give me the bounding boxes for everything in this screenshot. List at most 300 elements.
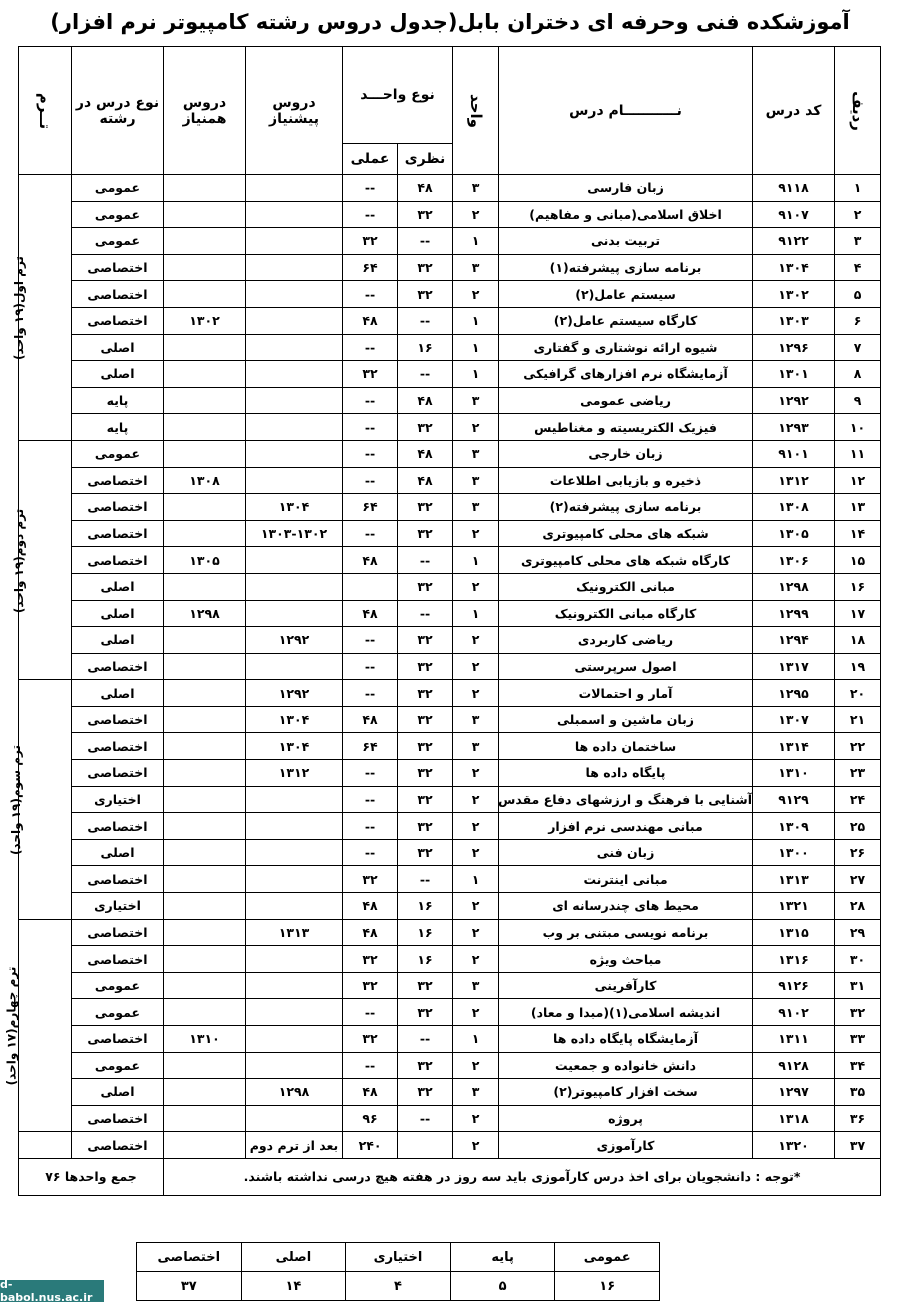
cell-nazari: ۳۲ [398, 627, 453, 654]
cell-name: پروژه [499, 1105, 753, 1132]
cell-name: ریاضی عمومی [499, 387, 753, 414]
cell-vahed: ۲ [453, 786, 499, 813]
cell-nazari: ۱۶ [398, 946, 453, 973]
cell-amali: -- [343, 786, 398, 813]
cell-vahed: ۲ [453, 1105, 499, 1132]
cell-type: اختیاری [72, 893, 164, 920]
cell-name: کارآموزی [499, 1132, 753, 1159]
cell-ham [164, 201, 246, 228]
course-rows [4, 175, 881, 1196]
cell-name: شبکه های محلی کامپیوتری [499, 520, 753, 547]
table-row [19, 999, 881, 1026]
cell-amali: ۴۸ [343, 600, 398, 627]
cell-nazari: ۳۲ [398, 1079, 453, 1106]
cell-amali: -- [343, 680, 398, 707]
cell-radif: ۲۷ [835, 866, 881, 893]
cell-type: اختصاصی [72, 653, 164, 680]
cell-type: اصلی [72, 627, 164, 654]
cell-ham: ۱۳۰۲ [164, 307, 246, 334]
cell-amali: ۳۲ [343, 228, 398, 255]
cell-code: ۱۳۱۷ [753, 653, 835, 680]
cell-name: پایگاه داده ها [499, 760, 753, 787]
cell-name: آزمایشگاه نرم افزارهای گرافیکی [499, 361, 753, 388]
cell-nazari: ۳۲ [398, 760, 453, 787]
cell-amali: -- [343, 999, 398, 1026]
cell-ham [164, 627, 246, 654]
table-row [19, 893, 881, 920]
cell-radif: ۲۵ [835, 813, 881, 840]
cell-name: برنامه سازی پیشرفته(۲) [499, 494, 753, 521]
cell-pish [246, 361, 343, 388]
cell-pish [246, 972, 343, 999]
cell-nazari: ۳۲ [398, 414, 453, 441]
cell-radif: ۱۱ [835, 440, 881, 467]
table-row [19, 573, 881, 600]
summary-label: اختصاصی [137, 1243, 242, 1272]
cell-amali: -- [343, 467, 398, 494]
cell-radif: ۲۴ [835, 786, 881, 813]
cell-type: اصلی [72, 1079, 164, 1106]
cell-code: ۹۱۲۲ [753, 228, 835, 255]
cell-pish [246, 440, 343, 467]
summary-label: اختیاری [346, 1243, 451, 1272]
cell-radif: ۱۵ [835, 547, 881, 574]
cell-radif: ۱۳ [835, 494, 881, 521]
cell-type: اختیاری [72, 786, 164, 813]
cell-name: سخت افزار کامپیوتر(۲) [499, 1079, 753, 1106]
table-row [19, 361, 881, 388]
cell-nazari: ۳۲ [398, 201, 453, 228]
cell-ham [164, 414, 246, 441]
cell-type: اختصاصی [72, 1132, 164, 1159]
table-row [19, 547, 881, 574]
cell-radif: ۲۱ [835, 706, 881, 733]
cell-ham [164, 1105, 246, 1132]
table-row [19, 786, 881, 813]
cell-vahed: ۱ [453, 866, 499, 893]
cell-code: ۱۳۰۶ [753, 547, 835, 574]
table-row [19, 387, 881, 414]
table-row [19, 680, 881, 707]
cell-pish: ۱۲۹۲ [246, 680, 343, 707]
cell-nazari: -- [398, 228, 453, 255]
table-row [19, 972, 881, 999]
cell-type: عمومی [72, 228, 164, 255]
cell-type: اختصاصی [72, 281, 164, 308]
cell-type: اختصاصی [72, 760, 164, 787]
cell-nazari: ۱۶ [398, 919, 453, 946]
cell-radif: ۲۶ [835, 839, 881, 866]
cell-amali [343, 573, 398, 600]
cell-vahed: ۲ [453, 201, 499, 228]
cell-type: عمومی [72, 972, 164, 999]
table-row [19, 733, 881, 760]
cell-amali: -- [343, 653, 398, 680]
cell-ham: ۱۳۰۸ [164, 467, 246, 494]
cell-ham [164, 440, 246, 467]
cell-nazari: -- [398, 1026, 453, 1053]
cell-amali: -- [343, 1052, 398, 1079]
cell-amali: ۴۸ [343, 307, 398, 334]
cell-radif: ۳۴ [835, 1052, 881, 1079]
table-row [19, 494, 881, 521]
cell-vahed: ۱ [453, 361, 499, 388]
cell-pish [246, 813, 343, 840]
summary-value: ۱۶ [555, 1272, 660, 1301]
header-name: نـــــــــــام درس [499, 47, 753, 175]
cell-ham [164, 175, 246, 202]
cell-ham: ۱۲۹۸ [164, 600, 246, 627]
table-row [19, 839, 881, 866]
cell-amali: ۳۲ [343, 866, 398, 893]
cell-vahed: ۲ [453, 893, 499, 920]
cell-amali: -- [343, 760, 398, 787]
cell-code: ۱۳۰۵ [753, 520, 835, 547]
cell-code: ۱۳۲۱ [753, 893, 835, 920]
cell-vahed: ۲ [453, 999, 499, 1026]
cell-type: اختصاصی [72, 520, 164, 547]
cell-type: اصلی [72, 680, 164, 707]
cell-ham [164, 733, 246, 760]
cell-name: شیوه ارائه نوشتاری و گفتاری [499, 334, 753, 361]
cell-nazari: -- [398, 1105, 453, 1132]
cell-code: ۱۳۰۴ [753, 254, 835, 281]
cell-name: زبان ماشین و اسمبلی [499, 706, 753, 733]
cell-radif: ۶ [835, 307, 881, 334]
cell-radif: ۱۶ [835, 573, 881, 600]
cell-amali: ۳۲ [343, 972, 398, 999]
cell-type: اختصاصی [72, 813, 164, 840]
cell-name: آمار و احتمالات [499, 680, 753, 707]
note-row [19, 1158, 881, 1195]
cell-vahed: ۲ [453, 946, 499, 973]
cell-code: ۱۳۲۰ [753, 1132, 835, 1159]
cell-nazari: ۴۸ [398, 440, 453, 467]
table-row [19, 254, 881, 281]
cell-pish: ۱۳۱۲ [246, 760, 343, 787]
cell-nazari: -- [398, 307, 453, 334]
cell-ham: ۱۳۱۰ [164, 1026, 246, 1053]
cell-code: ۱۳۱۸ [753, 1105, 835, 1132]
cell-nazari: ۳۲ [398, 573, 453, 600]
cell-pish [246, 866, 343, 893]
cell-nazari: ۳۲ [398, 680, 453, 707]
cell-name: مبانی الکترونیک [499, 573, 753, 600]
cell-pish [246, 334, 343, 361]
cell-vahed: ۲ [453, 653, 499, 680]
cell-amali: ۳۲ [343, 946, 398, 973]
cell-type: عمومی [72, 999, 164, 1026]
cell-nazari: ۳۲ [398, 1052, 453, 1079]
cell-name: اخلاق اسلامی(مبانی و مفاهیم) [499, 201, 753, 228]
cell-pish [246, 1105, 343, 1132]
cell-code: ۱۳۰۲ [753, 281, 835, 308]
cell-type: اختصاصی [72, 919, 164, 946]
cell-code: ۹۱۰۱ [753, 440, 835, 467]
cell-nazari: ۴۸ [398, 387, 453, 414]
total-units: جمع واحدها ۷۶ [19, 1158, 164, 1195]
cell-pish [246, 254, 343, 281]
header-nazari: نظری [398, 144, 453, 175]
cell-type: پایه [72, 387, 164, 414]
cell-nazari [398, 1132, 453, 1159]
cell-ham [164, 254, 246, 281]
cell-name: آشنایی با فرهنگ و ارزشهای دفاع مقدس [499, 786, 753, 813]
cell-amali: ۴۸ [343, 547, 398, 574]
cell-name: زبان فارسی [499, 175, 753, 202]
cell-code: ۱۲۹۸ [753, 573, 835, 600]
cell-radif: ۱۰ [835, 414, 881, 441]
table-row [19, 1079, 881, 1106]
cell-nazari: -- [398, 866, 453, 893]
cell-code: ۱۲۹۴ [753, 627, 835, 654]
cell-nazari: ۳۲ [398, 839, 453, 866]
cell-ham [164, 813, 246, 840]
cell-code: ۱۲۹۵ [753, 680, 835, 707]
cell-type: عمومی [72, 201, 164, 228]
cell-amali: -- [343, 387, 398, 414]
cell-type: اختصاصی [72, 254, 164, 281]
summary-table [136, 1242, 660, 1301]
summary-value: ۴ [346, 1272, 451, 1301]
cell-vahed: ۳ [453, 494, 499, 521]
cell-vahed: ۳ [453, 706, 499, 733]
table-row [19, 600, 881, 627]
cell-nazari: ۴۸ [398, 467, 453, 494]
cell-amali: ۶۴ [343, 254, 398, 281]
cell-amali: -- [343, 201, 398, 228]
cell-ham [164, 361, 246, 388]
cell-code: ۹۱۰۲ [753, 999, 835, 1026]
page-title: آموزشکده فنی وحرفه ای دختران بابل(جدول دروس رشته کامپیوتر نرم افزار) [50, 10, 850, 34]
cell-radif: ۲۰ [835, 680, 881, 707]
cell-nazari: ۳۲ [398, 813, 453, 840]
table-row [19, 228, 881, 255]
cell-amali: -- [343, 813, 398, 840]
cell-radif: ۵ [835, 281, 881, 308]
cell-amali: ۴۸ [343, 1079, 398, 1106]
summary-label: اصلی [241, 1243, 346, 1272]
cell-vahed: ۲ [453, 919, 499, 946]
cell-pish [246, 414, 343, 441]
cell-code: ۹۱۱۸ [753, 175, 835, 202]
cell-amali: -- [343, 334, 398, 361]
cell-amali: ۳۲ [343, 1026, 398, 1053]
cell-name: مباحث ویژه [499, 946, 753, 973]
cell-pish [246, 547, 343, 574]
cell-radif: ۱۸ [835, 627, 881, 654]
cell-ham [164, 946, 246, 973]
cell-type: عمومی [72, 440, 164, 467]
cell-ham [164, 1052, 246, 1079]
cell-nazari: ۴۸ [398, 175, 453, 202]
cell-type: اختصاصی [72, 307, 164, 334]
summary-value: ۱۴ [241, 1272, 346, 1301]
cell-name: مبانی اینترنت [499, 866, 753, 893]
term-label: ترم چهارم(۱۷ واحد) [19, 919, 72, 1132]
summary-value: ۳۷ [137, 1272, 242, 1301]
table-row [19, 653, 881, 680]
cell-pish: ۱۲۹۲ [246, 627, 343, 654]
cell-code: ۹۱۲۹ [753, 786, 835, 813]
cell-radif: ۹ [835, 387, 881, 414]
cell-pish [246, 387, 343, 414]
cell-type: اصلی [72, 334, 164, 361]
header-hamniaz: دروس همنیاز [164, 47, 246, 175]
cell-name: فیزیک الکتریسیته و مغناطیس [499, 414, 753, 441]
cell-pish [246, 228, 343, 255]
cell-ham [164, 573, 246, 600]
cell-vahed: ۲ [453, 627, 499, 654]
table-row [19, 760, 881, 787]
cell-nazari: -- [398, 600, 453, 627]
cell-vahed: ۲ [453, 839, 499, 866]
header-noe-vahed: نوع واحـــد [343, 47, 453, 144]
cell-pish: ۱۳۰۴ [246, 494, 343, 521]
cell-pish: ۱۳۰۳-۱۳۰۲ [246, 520, 343, 547]
cell-ham [164, 653, 246, 680]
cell-name: کارگاه شبکه های محلی کامپیوتری [499, 547, 753, 574]
cell-name: مبانی مهندسی نرم افزار [499, 813, 753, 840]
cell-type: اصلی [72, 600, 164, 627]
cell-amali: ۴۸ [343, 919, 398, 946]
cell-pish: بعد از ترم دوم [246, 1132, 343, 1159]
cell-nazari: ۳۲ [398, 254, 453, 281]
cell-radif: ۳۶ [835, 1105, 881, 1132]
cell-amali: ۶۴ [343, 494, 398, 521]
cell-type: پایه [72, 414, 164, 441]
cell-nazari: ۳۲ [398, 494, 453, 521]
cell-radif: ۱۴ [835, 520, 881, 547]
term-label: ترم دوم(۱۹ واحد) [19, 440, 72, 679]
cell-name: ریاضی کاربردی [499, 627, 753, 654]
cell-vahed: ۲ [453, 813, 499, 840]
cell-ham [164, 839, 246, 866]
cell-vahed: ۱ [453, 228, 499, 255]
cell-vahed: ۱ [453, 600, 499, 627]
cell-type: اختصاصی [72, 547, 164, 574]
cell-nazari: ۳۲ [398, 972, 453, 999]
cell-vahed: ۳ [453, 467, 499, 494]
cell-name: برنامه سازی پیشرفته(۱) [499, 254, 753, 281]
cell-type: عمومی [72, 1052, 164, 1079]
table-row [19, 175, 881, 202]
cell-nazari: ۳۲ [398, 281, 453, 308]
cell-ham [164, 387, 246, 414]
cell-vahed: ۲ [453, 414, 499, 441]
cell-code: ۹۱۰۷ [753, 201, 835, 228]
cell-name: ساختمان داده ها [499, 733, 753, 760]
cell-amali: -- [343, 627, 398, 654]
cell-code: ۱۲۹۹ [753, 600, 835, 627]
table-row [19, 467, 881, 494]
cell-radif: ۱۲ [835, 467, 881, 494]
cell-nazari: ۳۲ [398, 520, 453, 547]
header-term: تــرم [19, 47, 72, 175]
cell-code: ۱۳۱۰ [753, 760, 835, 787]
cell-pish [246, 467, 343, 494]
cell-pish [246, 839, 343, 866]
footer-url[interactable]: d-babol.nus.ac.ir [0, 1280, 104, 1302]
summary-value: ۵ [450, 1272, 555, 1301]
cell-amali: -- [343, 839, 398, 866]
cell-pish [246, 201, 343, 228]
cell-amali: -- [343, 175, 398, 202]
cell-radif: ۱ [835, 175, 881, 202]
cell-ham [164, 786, 246, 813]
cell-ham [164, 281, 246, 308]
cell-type: اصلی [72, 573, 164, 600]
cell-code: ۱۳۰۱ [753, 361, 835, 388]
cell-radif: ۳۲ [835, 999, 881, 1026]
cell-ham [164, 893, 246, 920]
cell-vahed: ۳ [453, 175, 499, 202]
cell-type: اختصاصی [72, 467, 164, 494]
cell-vahed: ۳ [453, 254, 499, 281]
cell-vahed: ۳ [453, 1079, 499, 1106]
cell-ham [164, 520, 246, 547]
cell-vahed: ۲ [453, 680, 499, 707]
cell-code: ۹۱۲۸ [753, 1052, 835, 1079]
cell-name: کارگاه مبانی الکترونیک [499, 600, 753, 627]
table-row [19, 1026, 881, 1053]
cell-code: ۱۳۰۸ [753, 494, 835, 521]
header-code: کد درس [753, 47, 835, 175]
cell-pish [246, 893, 343, 920]
cell-pish [246, 786, 343, 813]
cell-name: زبان خارجی [499, 440, 753, 467]
cell-nazari: ۱۶ [398, 334, 453, 361]
cell-nazari: ۳۲ [398, 786, 453, 813]
cell-pish [246, 653, 343, 680]
cell-code: ۱۳۰۳ [753, 307, 835, 334]
cell-radif: ۲۹ [835, 919, 881, 946]
cell-ham [164, 494, 246, 521]
cell-ham: ۱۳۰۵ [164, 547, 246, 574]
cell-radif: ۱۹ [835, 653, 881, 680]
cell-type: اختصاصی [72, 946, 164, 973]
cell-pish [246, 999, 343, 1026]
cell-ham [164, 919, 246, 946]
cell-radif: ۲۲ [835, 733, 881, 760]
cell-vahed: ۲ [453, 573, 499, 600]
note-text: *توجه : دانشجویان برای اخذ درس کارآموزی باید سه روز در هفته هیچ درسی نداشته باشند. [164, 1158, 881, 1195]
table-row [19, 1105, 881, 1132]
header-noe-dars: نوع درس در رشته [72, 47, 164, 175]
cell-pish [246, 1052, 343, 1079]
cell-code: ۱۲۹۲ [753, 387, 835, 414]
cell-ham [164, 1132, 246, 1159]
summary-label: عمومی [555, 1243, 660, 1272]
cell-code: ۱۲۹۶ [753, 334, 835, 361]
cell-radif: ۳۳ [835, 1026, 881, 1053]
cell-code: ۱۳۱۲ [753, 467, 835, 494]
cell-amali: -- [343, 440, 398, 467]
header-radif: ردیف [835, 47, 881, 175]
cell-vahed: ۲ [453, 1132, 499, 1159]
cell-vahed: ۲ [453, 520, 499, 547]
cell-pish: ۱۳۰۴ [246, 733, 343, 760]
cell-code: ۱۲۹۳ [753, 414, 835, 441]
cell-vahed: ۱ [453, 307, 499, 334]
cell-type: اختصاصی [72, 706, 164, 733]
cell-type: عمومی [72, 175, 164, 202]
cell-amali: ۴۸ [343, 893, 398, 920]
cell-code: ۱۳۰۷ [753, 706, 835, 733]
cell-vahed: ۱ [453, 1026, 499, 1053]
cell-code: ۱۳۰۹ [753, 813, 835, 840]
cell-code: ۱۳۱۵ [753, 919, 835, 946]
